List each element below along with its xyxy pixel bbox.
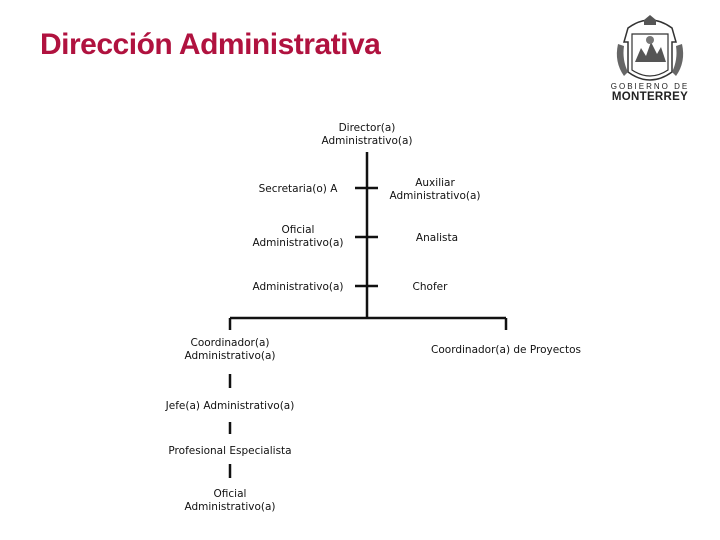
page-title: Dirección Administrativa xyxy=(40,28,381,61)
analista-label: Analista xyxy=(415,232,459,244)
auxiliar-line-1: Auxiliar xyxy=(415,177,455,189)
profesional-especialista-label: Profesional Especialista xyxy=(168,445,292,457)
director-box xyxy=(307,122,427,148)
administrativo-label: Administrativo(a) xyxy=(252,281,344,293)
oficial-administrativo-bottom-box xyxy=(160,488,300,514)
coordinador-administrativo-line-1: Coordinador(a) xyxy=(190,337,270,349)
coordinador-proyectos-label: Coordinador(a) de Proyectos xyxy=(431,344,581,356)
chofer-label: Chofer xyxy=(412,281,448,293)
coordinador-proyectos-box xyxy=(416,344,596,357)
director-line-1: Director(a) xyxy=(338,122,396,134)
oficial-administrativo-line-1: Oficial xyxy=(281,224,315,236)
chofer-box xyxy=(370,281,490,294)
auxiliar-line-2: Administrativo(a) xyxy=(389,190,481,202)
coordinador-administrativo-box xyxy=(160,337,300,363)
secretaria-box xyxy=(238,183,358,196)
director-line-2: Administrativo(a) xyxy=(321,135,413,147)
profesional-especialista-box xyxy=(145,445,315,458)
secretaria-label: Secretaria(o) A xyxy=(258,183,338,195)
analista-box xyxy=(377,232,497,245)
jefe-administrativo-label: Jefe(a) Administrativo(a) xyxy=(165,400,295,412)
oficial-administrativo-box xyxy=(238,224,358,250)
oficial-administrativo-bottom-line-2: Administrativo(a) xyxy=(184,501,276,513)
logo-caption-big: MONTERREY xyxy=(611,91,689,103)
coordinador-administrativo-line-2: Administrativo(a) xyxy=(184,350,276,362)
oficial-administrativo-line-2: Administrativo(a) xyxy=(252,237,344,249)
auxiliar-administrativo-box xyxy=(375,177,495,203)
administrativo-box xyxy=(238,281,358,294)
oficial-administrativo-bottom-line-1: Oficial xyxy=(213,488,247,500)
logo-caption-small: GOBIERNO DE xyxy=(610,82,690,91)
jefe-administrativo-box xyxy=(145,400,315,413)
